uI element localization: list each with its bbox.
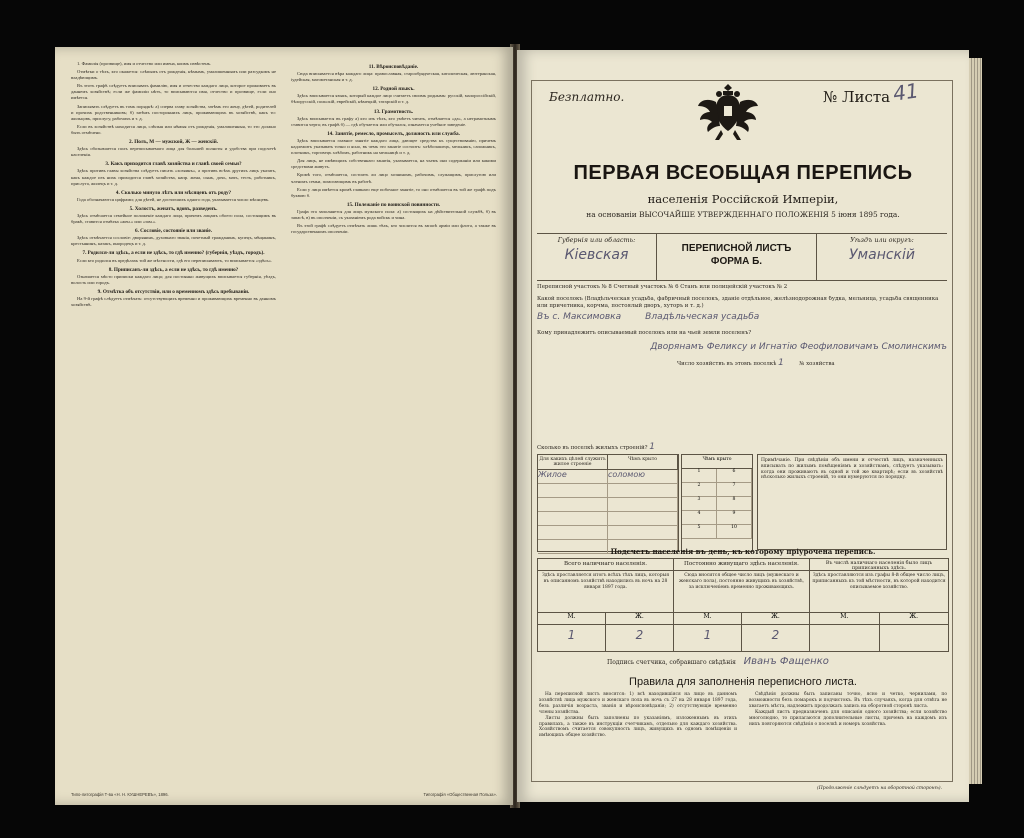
form-title-cell [657, 234, 817, 280]
sheet-number-value: 41 [891, 78, 920, 106]
instruction-heading: 6. Сословіе, состояніе или званіе. [134, 228, 213, 235]
permanent-female-value: 2 [771, 628, 780, 642]
registered-female-value [880, 625, 949, 651]
female-label: Ж. [635, 613, 644, 620]
count-col-permanent [674, 559, 810, 651]
instruction-heading: 13. Грамотность. [373, 108, 414, 115]
table-row [682, 525, 752, 539]
county-value: Уманскій [849, 247, 915, 263]
printer-credit-right: Типографія «Общественная Польза». [423, 792, 497, 797]
buildings-note: Примѣчаніе. При свѣдѣніи объ имени и отчествѣ лицъ, назначенныхъ вписывать по жилымъ помѣщеніямъ и хозяйствамъ, слѣдуетъ указывать: когда они проживаютъ въ одной и той же квартирѣ; если въ хозяйствѣ нѣсколько жилыхъ строеній, то они нумеруются по порядку. [757, 454, 947, 550]
count-col-registered [810, 559, 948, 651]
population-count-table [537, 558, 949, 652]
households-line [537, 358, 947, 368]
count-col-present-head: Всего наличнаго населенія. [538, 559, 673, 571]
present-male-value: 1 [538, 625, 606, 651]
instruction-heading: 7. Родился-ли здѣсь, а если не здѣсь, то гдѣ именно? (губернія, уѣздъ, городъ). [82, 250, 265, 257]
owner-line [537, 330, 947, 336]
signature-label: Подпись счетчика, собравшаго свѣдѣнія [607, 659, 736, 666]
table-row [538, 512, 678, 526]
left-instructions-page [55, 47, 513, 805]
rules-title: Правила для заполненія переписного листа. [629, 676, 857, 688]
household-number-label: № хозяйства [799, 361, 835, 367]
instruction-heading: 15. Полежаніе по воинской повинности. [346, 201, 441, 208]
census-form-page [517, 50, 969, 802]
instruction-heading: 11. Вѣроисповѣданіе. [368, 64, 419, 70]
rules-column-a [539, 692, 737, 739]
instructions-column-b [291, 61, 496, 237]
buildings-label: Сколько въ поселкѣ жилыхъ строеній? [537, 445, 648, 451]
female-label: Ж. [771, 613, 780, 620]
instruction-paragraph: Здѣсь вписывается главное занятіе каждаго лица, дающее средства къ существованію, причемъ надлежитъ указывать точно и ясно, въ чемъ это занятіе состоитъ: хлѣбопашецъ, мельникъ, сапожникъ, плотникъ, торговецъ хлѣбомъ, работникъ на мельницѣ и т. д. [291, 137, 496, 156]
count-col-permanent-values [674, 625, 809, 651]
buildings-row1-purpose: Жилое [538, 470, 608, 483]
buildings-table-header [538, 455, 678, 470]
table-row [538, 484, 678, 498]
settlement-type-line [537, 296, 947, 309]
imperial-eagle-emblem [697, 80, 759, 146]
male-label: М. [674, 613, 742, 624]
buildings-roof-header: Чѣмъ крыто [608, 455, 678, 469]
instruction-paragraph: Для лицъ, не имѣющихъ собственнаго занятія, указывается, на чьемъ они содержаніи или какими средствами живутъ. [291, 158, 496, 170]
households-label: Число хозяйствъ въ этомъ поселкѣ [677, 361, 777, 367]
instruction-paragraph: Здѣсь вписывается въ графу а) кто изъ тѣхъ, кто умѣетъ читать, отмѣчается «да», а неграмотнымъ ставится черта; въ графѣ б) — гдѣ обучается или обучался, означается учебное заведеніе. [291, 115, 496, 127]
buildings-purpose-header: Для какихъ цѣлей служитъ жилое строеніе [538, 455, 608, 469]
count-col-present-sex [538, 613, 673, 625]
row-number: 3 [682, 497, 717, 510]
village-name: Въ с. Максимовка [537, 312, 622, 322]
instruction-heading: 14. Занятіе, ремесло, промыселъ, должность или служба. [327, 130, 460, 137]
row-number: 6 [717, 469, 752, 482]
rule-paragraph: Свѣдѣнія должны быть записаны точно, ясно и четко, чернилами, по возможности безъ помарокъ и подчистокъ. Въ тѣхъ случаяхъ, когда для отвѣта не хватаетъ мѣста, надлежитъ продолжать запись на оборотной сторонѣ листа. [749, 692, 947, 709]
count-col-permanent-desc: Сюда вносится общее число лицъ (мужескаго и женскаго пола), постоянно живущихъ въ хозяйствѣ, за исключеніемъ временно проживающихъ. [674, 571, 809, 613]
instruction-paragraph: Въ этой графѣ слѣдуетъ отмѣчать лишь тѣхъ, кто числится въ запасѣ арміи или флота, а также въ государственномъ ополченіи. [291, 223, 496, 235]
instruction-heading: 8. Приписанъ-ли здѣсь, а если не здѣсь, то гдѣ именно? [108, 266, 239, 273]
instruction-paragraph: Здѣсь отмѣчается семейное положеніе каждаго лица, причемъ лицамъ обоего пола, состоящимъ въ бракѣ, ставится отмѣтка «жен.» или «зам.». [71, 212, 276, 225]
instruction-paragraph: Записывать слѣдуетъ въ томъ порядкѣ: а) сперва главу хозяйства, затѣмъ его жену, дѣтей, родителей и прочихъ родственниковъ; б) затѣмъ постороннихъ лицъ, проживающихъ въ хозяйствѣ, какъ то: жильцовъ, прислугу, рабочихъ и т. д. [71, 103, 276, 121]
instruction-paragraph: Здѣсь отмѣчается сословіе: дворянинъ, духовнаго званія, почетный гражданинъ, купецъ, мѣщанинъ, крестьянинъ, казакъ, инородецъ и т. д. [71, 235, 276, 247]
instruction-heading: 12. Родной языкъ. [372, 86, 415, 93]
rule-paragraph: Каждый листъ предназначенъ для описанія одного хозяйства; если хозяйство многолюдно, то прилагаются дополнительные листы, причемъ на каждомъ изъ нихъ повторяются свѣдѣнія о поселкѣ и номеръ хозяйства. [749, 709, 947, 727]
instruction-paragraph: Сюда вписывается вѣра каждаго лица: православная, старообрядческая, католическая, лютеранская, іудейская, магометанская и т. д. [291, 71, 496, 83]
instruction-paragraph: Отмѣтки о тѣхъ, кто окажется: слѣпымъ отъ рожденія, нѣмымъ, умалишеннымъ или разсудкомъ не владѣющимъ. [71, 69, 276, 81]
instruction-paragraph: Въ этотъ графѣ слѣдуетъ вписывать фамилію, имя и отчество каждаго лица, которое проживаетъ въ даннемъ хозяйствѣ; если же фамиліи нѣтъ, то вписываются имя, отчество и прозвище, если оно имѣется. [71, 83, 276, 101]
count-col-registered-head: Въ числѣ наличнаго населенія было лицъ приписанныхъ здѣсь. [810, 559, 948, 571]
rules-continued-note: (Продолженіе слѣдуетъ на оборотной сторонѣ). [817, 786, 943, 791]
count-col-registered-sex [810, 613, 948, 625]
instruction-paragraph: На 9-й графѣ слѣдуетъ отмѣчать: отсутствующихъ временно и проживающихъ временно въ данномъ хозяйствѣ. [71, 296, 276, 308]
table-row [538, 498, 678, 512]
instruction-heading: 9. Отмѣтка объ отсутствіи, или о временномъ здѣсь пребываніи. [97, 288, 250, 295]
owner-label: Кому принадлежитъ описываемый поселокъ или на чьей земли поселенъ? [537, 330, 752, 336]
province-value: Кіевская [564, 247, 629, 263]
rule-paragraph: На переписной листъ вносятся: 1) всѣ находившіяся на лицо въ данномъ хозяйствѣ лица мужского и женскаго пола въ ночь съ 27 на 28 января 1897 года, безъ различія возраста, званія и вѣроисповѣданія; 2) отсутствующіе временно члены хозяйства. [539, 692, 737, 715]
table-row [682, 511, 752, 525]
instruction-paragraph: Графа эта заполняется для лицъ мужского пола: а) состоящихъ на дѣйствительной службѣ, б) въ запасѣ, в) въ ополченіи, съ указаніемъ рода войскъ и чина. [291, 208, 496, 220]
count-col-permanent-sex [674, 613, 809, 625]
instruction-paragraph: Если въ хозяйствѣ находятся лица, слѣпыя или нѣмыя отъ рожденія, умалишенныя, то это должно быть отмѣчено. [71, 123, 276, 135]
count-col-registered-desc: Здѣсь проставляются изъ графы 8-й общее число лицъ, приписанныхъ къ той мѣстности, въ которой находится описываемое хозяйство. [810, 571, 948, 613]
count-col-present [538, 559, 674, 651]
form-header-row [537, 233, 947, 281]
form-title-form-b: ФОРМА Б. [710, 256, 763, 267]
row-number: 7 [717, 483, 752, 496]
instruction-paragraph: Здѣсь вписывается языкъ, который каждое лицо считаетъ своимъ роднымъ: русскій, малороссійскій, бѣлорусскій, польскій, еврейскій, нѣмецкій, татарскій и т. д. [291, 93, 496, 105]
population-count-title: Подсчетъ населенія въ день, къ которому пріурочена перепись. [610, 547, 876, 556]
row-number: 8 [717, 497, 752, 510]
registered-male-value [810, 625, 880, 651]
instruction-paragraph: 1. Фамилія (прозвище), имя и отчество или имена, коимъ извѣстенъ. [77, 61, 212, 66]
table-row [682, 497, 752, 511]
instruction-paragraph: Кромѣ того, отмѣчается, состоитъ ли лицо хозяиномъ, рабочимъ, служащимъ, прислугою или членомъ семьи, помогающимъ въ работѣ. [291, 172, 496, 184]
form-subtitle: населенія Россійской Имперіи, [647, 192, 839, 206]
rules-column-b [749, 692, 947, 727]
count-col-permanent-head: Постоянно живущаго здѣсь населенія. [674, 559, 809, 571]
instructions-column-a [71, 61, 276, 310]
present-female-value: 2 [635, 628, 644, 642]
buildings-value: 1 [649, 442, 656, 452]
buildings-line [537, 442, 947, 452]
row-number: 9 [717, 511, 752, 524]
settlement-type-label: Какой поселокъ (Владѣльческая усадьба, фабричный поселокъ, зданіе отдѣльное, желѣзнодорожная будка, мельница, усадьба священника или причетника, корчма, постоялый дворъ, хуторъ и т. д.) [537, 296, 939, 309]
sheet-number-label: № Листа [823, 88, 891, 106]
district-line: Переписной участокъ № 8 Счетный участокъ № 6 Станъ или полицейскій участокъ № 2 [537, 284, 788, 290]
instruction-heading: 4. Сколько минуло лѣтъ или мѣсяцевъ отъ роду? [115, 189, 232, 196]
count-col-present-desc: Здѣсь проставляется итогъ всѣхъ тѣхъ лицъ, которыя въ описанномъ хозяйствѣ находились въ ночь на 28 января 1897 года. [538, 571, 673, 613]
instruction-paragraph: Здѣсь обозначается полъ переписываемаго лица для большей полноты и удобства при подсчетѣ населенія. [71, 146, 276, 158]
instruction-paragraph: Года обозначаются цифрами; для дѣтей, не достигшихъ одного года, указывается число мѣсяцевъ. [77, 196, 270, 202]
table-row [538, 526, 678, 540]
buildings-number-table [681, 454, 753, 552]
table-row [682, 469, 752, 483]
instruction-heading: 5. Холостъ, женатъ, вдовъ, разведенъ. [129, 205, 218, 212]
row-number: 5 [682, 525, 717, 538]
instruction-paragraph: Если у лица имѣется кромѣ главнаго еще побочное занятіе, то оно отмѣчается въ той же графѣ подъ буквою б. [291, 186, 496, 198]
settlement-value-line [537, 312, 947, 322]
left-page-footer [71, 792, 497, 797]
rule-paragraph: Листы должны быть заполнены по указаніямъ, изложеннымъ въ этихъ правилахъ, а также въ инструкціи счетчикамъ, отдельно для каждаго хозяйства. Хозяйствомъ считается совокупность лицъ, живущихъ въ одномъ помѣщеніи и имѣющихъ общее хозяйство. [539, 715, 737, 739]
row-number: 1 [682, 469, 717, 482]
buildings-table [537, 454, 679, 552]
row-number: 4 [682, 511, 717, 524]
form-title-list: ПЕРЕПИСНОЙ ЛИСТЪ [681, 243, 792, 254]
owner-value-line [537, 342, 947, 352]
owner-value: Дворянамъ Феликсу и Игнатію Феофиловичамъ Смолинскимъ [650, 342, 947, 352]
count-col-registered-values [810, 625, 948, 651]
printer-credit-left: Типо-литографія Т-ва «Н. Н. КУШНЕРЕВЪ», 1896. [71, 792, 169, 797]
form-main-title: ПЕРВАЯ ВСЕОБЩАЯ ПЕРЕПИСЬ [573, 162, 913, 184]
instruction-paragraph: Если кто родился въ предѣлахъ той же мѣстности, гдѣ его переписываютъ, то вписывается «здѣсь». [77, 257, 273, 263]
count-col-present-values [538, 625, 673, 651]
county-label: Уѣздъ или округъ: [850, 236, 914, 244]
settlement-type-value: Владѣльческая усадьба [645, 312, 760, 322]
instruction-paragraph: Здѣсь противъ главы хозяйства слѣдуетъ писать «хозяинъ», а противъ всѣхъ другихъ лицъ указать, какъ каждое изъ нихъ приходится главѣ хозяйства, напр. жена, сынъ, дочь, мать, тесть, работникъ, прислуга, жилецъ и т. д. [71, 168, 276, 186]
male-label: М. [810, 613, 880, 624]
instruction-heading: 2. Полъ, М — мужской, Ж — женскій. [129, 139, 218, 146]
table-row [538, 470, 678, 484]
province-label: Губернія или область: [557, 236, 636, 244]
number-table-header: Чѣмъ крыто [682, 455, 752, 469]
number-rows [682, 469, 752, 539]
male-label: М. [538, 613, 606, 624]
row-number: 2 [682, 483, 717, 496]
signature-value: Иванъ Фащенко [743, 656, 829, 667]
decree-line: на основаніи ВЫСОЧАЙШЕ УТВЕРЖДЕННАГО ПОЛОЖЕНІЯ 5 іюня 1895 года. [586, 210, 900, 219]
row-number: 10 [717, 525, 752, 538]
free-of-charge-label: Безплатно. [549, 90, 625, 104]
table-row [682, 483, 752, 497]
female-label: Ж. [909, 613, 919, 620]
county-cell [817, 234, 947, 280]
buildings-row1-roof: соломою [608, 470, 678, 483]
instruction-paragraph: Означается мѣсто приписки каждаго лица; для постоянно живущихъ вписывается губернія, уѣздъ, волость или городъ. [71, 273, 276, 285]
instruction-heading: 3. Какъ приходится главѣ хозяйства и главѣ своей семьи? [105, 161, 242, 168]
households-value: 1 [778, 358, 784, 368]
permanent-male-value: 1 [674, 625, 742, 651]
enumerator-signature-row [607, 656, 829, 667]
province-cell [537, 234, 657, 280]
